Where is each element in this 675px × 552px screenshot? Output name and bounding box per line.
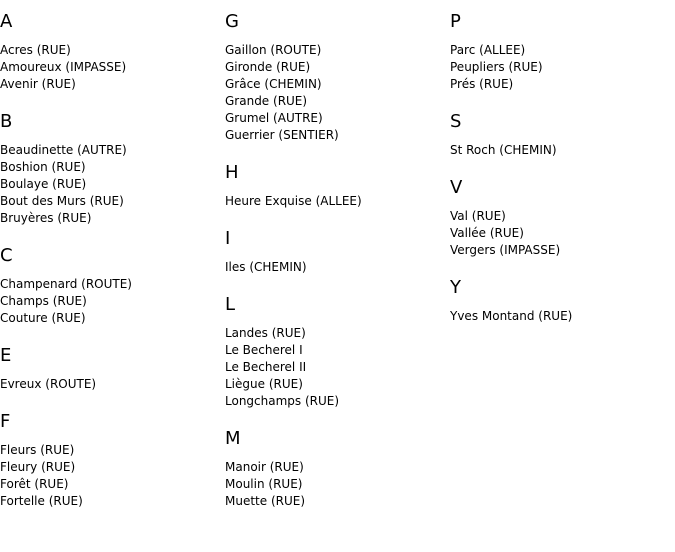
letter-group — [225, 228, 445, 276]
street-list-item — [0, 493, 220, 510]
street-link[interactable]: Vergers (IMPASSE) — [450, 243, 561, 257]
letter-group — [450, 111, 670, 159]
street-list — [225, 193, 445, 210]
street-link[interactable]: Forêt (RUE) — [0, 477, 69, 491]
letter-group — [0, 345, 220, 393]
street-list-item — [225, 493, 445, 510]
street-list-item — [0, 276, 220, 293]
letter-heading: L — [225, 294, 236, 315]
street-link[interactable]: Moulin (RUE) — [225, 477, 303, 491]
street-link[interactable]: Avenir (RUE) — [0, 77, 76, 91]
letter-group — [225, 11, 445, 144]
street-link[interactable]: Evreux (ROUTE) — [0, 377, 97, 391]
street-list-item — [225, 110, 445, 127]
street-link[interactable]: Longchamps (RUE) — [225, 394, 340, 408]
street-link[interactable]: Champenard (ROUTE) — [0, 277, 132, 291]
street-index-column-3 — [450, 0, 670, 325]
street-list-item — [225, 127, 445, 144]
street-link[interactable]: Fleurs (RUE) — [0, 443, 75, 457]
street-link[interactable]: Grâce (CHEMIN) — [225, 77, 322, 91]
street-list-item — [0, 159, 220, 176]
street-link[interactable]: Vallée (RUE) — [450, 226, 524, 240]
street-list-item — [0, 59, 220, 76]
street-list — [450, 208, 670, 259]
street-list-item — [0, 42, 220, 59]
street-list-item — [450, 242, 670, 259]
street-list-item — [225, 376, 445, 393]
street-list-item — [450, 208, 670, 225]
street-link[interactable]: Grumel (AUTRE) — [225, 111, 323, 125]
street-list-item — [0, 193, 220, 210]
street-link[interactable]: Guerrier (SENTIER) — [225, 128, 339, 142]
street-list — [450, 42, 670, 93]
street-list-item — [0, 210, 220, 227]
street-link[interactable]: Parc (ALLEE) — [450, 43, 526, 57]
street-list-item — [225, 325, 445, 342]
street-link[interactable]: Beaudinette (AUTRE) — [0, 143, 127, 157]
street-link[interactable]: Amoureux (IMPASSE) — [0, 60, 127, 74]
letter-heading: C — [0, 245, 13, 266]
street-list-item — [450, 308, 670, 325]
street-list — [450, 142, 670, 159]
street-list-item — [225, 393, 445, 410]
street-link[interactable]: Gaillon (ROUTE) — [225, 43, 322, 57]
letter-group — [450, 277, 670, 325]
letter-heading: G — [225, 11, 239, 32]
street-link[interactable]: Manoir (RUE) — [225, 460, 304, 474]
street-link[interactable]: Muette (RUE) — [225, 494, 306, 508]
letter-heading: P — [450, 11, 461, 32]
letter-group — [450, 11, 670, 93]
street-link[interactable]: Liègue (RUE) — [225, 377, 303, 391]
letter-heading: H — [225, 162, 239, 183]
street-link[interactable]: St Roch (CHEMIN) — [450, 143, 557, 157]
street-link[interactable]: Boshion (RUE) — [0, 160, 86, 174]
street-link[interactable]: Val (RUE) — [450, 209, 506, 223]
street-list-item — [0, 476, 220, 493]
street-link[interactable]: Le Becherel I — [225, 343, 303, 357]
letter-heading: A — [0, 11, 13, 32]
street-link[interactable]: Couture (RUE) — [0, 311, 86, 325]
street-link[interactable]: Acres (RUE) — [0, 43, 71, 57]
street-link[interactable]: Heure Exquise (ALLEE) — [225, 194, 362, 208]
street-list — [225, 325, 445, 410]
street-list-item — [225, 342, 445, 359]
street-list-item — [225, 476, 445, 493]
letter-heading: S — [450, 111, 462, 132]
street-link[interactable]: Fortelle (RUE) — [0, 494, 83, 508]
letter-group — [225, 294, 445, 410]
street-link[interactable]: Fleury (RUE) — [0, 460, 76, 474]
street-list-item — [0, 293, 220, 310]
street-list-item — [0, 459, 220, 476]
letter-heading: I — [225, 228, 231, 249]
street-link[interactable]: Boulaye (RUE) — [0, 177, 87, 191]
street-list-item — [0, 376, 220, 393]
street-list-item — [225, 359, 445, 376]
street-link[interactable]: Peupliers (RUE) — [450, 60, 543, 74]
street-list-item — [0, 310, 220, 327]
letter-group — [0, 111, 220, 227]
street-list-item — [225, 459, 445, 476]
letter-heading: B — [0, 111, 13, 132]
street-link[interactable]: Le Becherel II — [225, 360, 307, 374]
street-list-item — [450, 142, 670, 159]
letter-heading: M — [225, 428, 241, 449]
street-list-item — [225, 259, 445, 276]
street-link[interactable]: Bruyères (RUE) — [0, 211, 92, 225]
letter-group — [0, 245, 220, 327]
street-list — [0, 276, 220, 327]
letter-group — [225, 428, 445, 510]
street-list — [225, 459, 445, 510]
street-list — [0, 142, 220, 227]
letter-heading: F — [0, 411, 11, 432]
letter-group — [450, 177, 670, 259]
street-link[interactable]: Bout des Murs (RUE) — [0, 194, 124, 208]
street-link[interactable]: Yves Montand (RUE) — [450, 309, 573, 323]
letter-group — [225, 162, 445, 210]
street-list-item — [0, 442, 220, 459]
letter-group — [0, 411, 220, 510]
street-list-item — [450, 59, 670, 76]
letter-heading: Y — [450, 277, 461, 298]
letter-heading: V — [450, 177, 463, 198]
street-list-item — [450, 42, 670, 59]
street-link[interactable]: Iles (CHEMIN) — [225, 260, 307, 274]
street-link[interactable]: Gironde (RUE) — [225, 60, 311, 74]
street-list-item — [450, 76, 670, 93]
street-list-item — [0, 176, 220, 193]
street-list-item — [225, 59, 445, 76]
street-link[interactable]: Landes (RUE) — [225, 326, 306, 340]
street-list — [0, 376, 220, 393]
street-list-item — [450, 225, 670, 242]
street-list — [225, 259, 445, 276]
street-list-item — [225, 193, 445, 210]
street-list-item — [0, 76, 220, 93]
street-list — [0, 442, 220, 510]
street-list-item — [225, 42, 445, 59]
street-list — [225, 42, 445, 144]
letter-group — [0, 11, 220, 93]
street-link[interactable]: Prés (RUE) — [450, 77, 514, 91]
letter-heading: E — [0, 345, 12, 366]
street-index-column-2 — [225, 0, 445, 510]
street-index-column-1 — [0, 0, 220, 510]
street-link[interactable]: Champs (RUE) — [0, 294, 87, 308]
street-list-item — [225, 76, 445, 93]
street-link[interactable]: Grande (RUE) — [225, 94, 308, 108]
street-list — [450, 308, 670, 325]
street-list — [0, 42, 220, 93]
street-list-item — [0, 142, 220, 159]
street-list-item — [225, 93, 445, 110]
